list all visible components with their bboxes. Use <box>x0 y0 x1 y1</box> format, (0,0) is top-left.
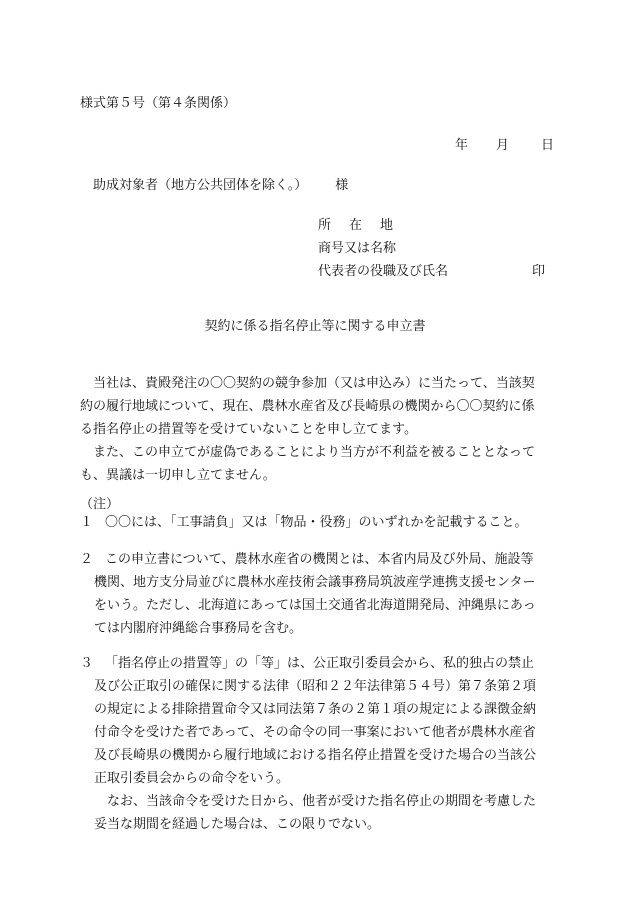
body-line: も、異議は一切申し立てません。 <box>80 468 276 483</box>
document-title: 契約に係る指名停止等に関する申立書 <box>204 319 426 334</box>
note-number: １ <box>80 515 94 530</box>
date-month: 月 <box>496 138 510 153</box>
note-line <box>80 511 555 534</box>
addressee-name: 助成対象者（地方公共団体を除く。） <box>93 178 308 193</box>
note-text: 「指名停止の措置等」の「等」は、公正取引委員会から、私的独占の禁止 <box>105 656 535 671</box>
note-line: をいう。ただし、北海道にあっては国土交通省北海道開発局、沖縄県にあっ <box>94 598 536 613</box>
note-item-3 <box>80 652 555 836</box>
note-line: の規定による排除措置命令又は同法第７条の２第１項の規定による課徴金納 <box>94 702 537 717</box>
declaration-body <box>80 372 555 487</box>
note-line: 妥当な期間を経過した場合は、この限りでない。 <box>94 817 381 832</box>
note-line: 正取引委員会からの命令をいう。 <box>94 771 290 786</box>
body-line: 当社は、貴殿発注の〇〇契約の競争参加（又は申込み）に当たって、当該契 <box>80 376 535 391</box>
sender-address-row <box>318 214 448 237</box>
addressee <box>93 174 348 198</box>
body-line: また、この申立てが虚偽であることにより当方が不利益を被ることとなって <box>80 445 536 460</box>
address-label: 所在地 <box>318 218 412 233</box>
note-number: ２ <box>80 552 94 567</box>
seal-mark: 印 <box>532 264 546 279</box>
body-line: る指名停止の措置等を受けていないことを申し立てます。 <box>80 422 417 437</box>
note-line: 及び長崎県の機関から履行地域における指名停止措置を受けた場合の当該公 <box>94 748 537 763</box>
trade-name-label: 商号又は名称 <box>318 241 397 256</box>
note-line: ては内閣府沖縄総合事務局を含む。 <box>94 621 303 636</box>
note-number: ３ <box>80 656 94 671</box>
notes-heading: （注） <box>80 497 120 512</box>
sender-representative-row <box>318 260 546 283</box>
note-text: 〇〇には、「工事請負」又は「物品・役務」のいずれかを記載すること。 <box>105 515 528 530</box>
note-line: 機関、地方支分局並びに農林水産技術会議事務局筑波産学連携支援センター <box>94 575 536 590</box>
form-number: 様式第５号（第４条関係） <box>80 96 237 111</box>
addressee-honorific: 様 <box>335 178 349 193</box>
representative-label: 代表者の役職及び氏名 <box>318 264 449 279</box>
note-item-2 <box>80 548 555 640</box>
note-line: 及び公正取引の確保に関する法律（昭和２２年法律第５４号）第７条第２項 <box>94 679 537 694</box>
note-line <box>80 548 555 571</box>
date-day: 日 <box>541 138 555 153</box>
note-line: なお、当該命令を受けた日から、他者が受けた指名停止の期間を考慮した <box>107 794 537 809</box>
sender-block <box>318 214 546 283</box>
sender-trade-name-row <box>318 237 448 260</box>
note-item-1 <box>80 511 555 534</box>
note-line <box>80 652 555 675</box>
note-line: 付命令を受けた者であって、その命令の同一事案において他者が農林水産省 <box>94 725 536 740</box>
note-text: この申立書について、農林水産省の機関とは、本省内局及び外局、施設等 <box>105 552 534 567</box>
body-line: 約の履行地域について、現在、農林水産省及び長崎県の機関から〇〇契約に係 <box>80 399 535 414</box>
date-year: 年 <box>455 138 469 153</box>
